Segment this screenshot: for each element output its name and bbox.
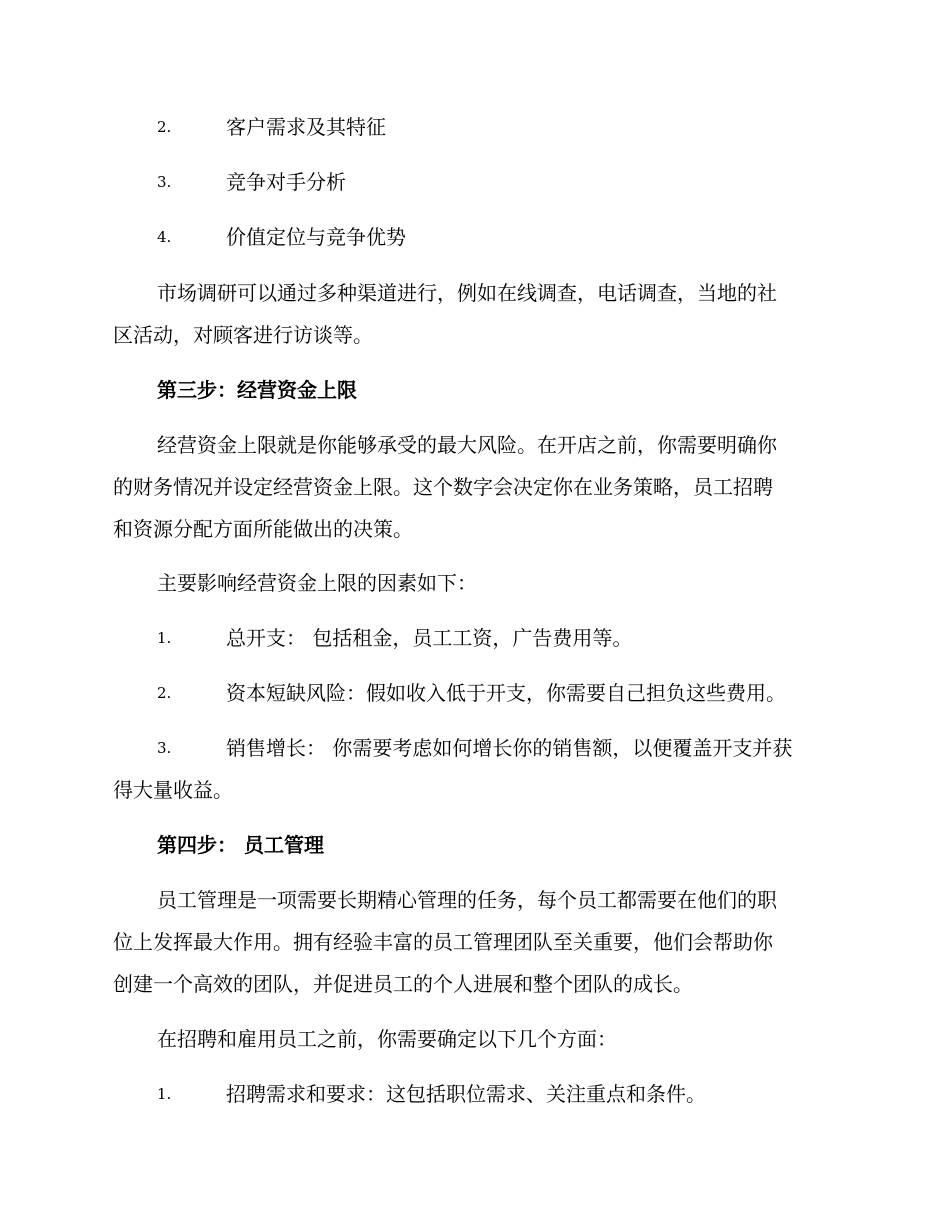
list-number: 3. (157, 739, 172, 757)
paragraph-line: 的财务情况并设定经营资金上限。这个数字会决定你在业务策略，员工招聘 (113, 475, 773, 499)
list-item-text: 销售增长： 你需要考虑如何增长你的销售额，以便覆盖开支并获 (226, 736, 793, 760)
list-item-text: 竞争对手分析 (226, 170, 346, 194)
paragraph-line: 位上发挥最大作用。拥有经验丰富的员工管理团队至关重要，他们会帮助你 (113, 930, 773, 954)
list-item-text: 资本短缺风险：假如收入低于开支，你需要自己担负这些费用。 (226, 681, 786, 705)
section-heading-step3: 第三步：经营资金上限 (157, 378, 357, 402)
list-item-continuation: 得大量收益。 (113, 778, 233, 802)
paragraph-line: 创建一个高效的团队，并促进员工的个人进展和整个团队的成长。 (113, 972, 693, 996)
paragraph-line: 区活动，对顾客进行访谈等。 (113, 323, 373, 347)
paragraph-line: 经营资金上限就是你能够承受的最大风险。在开店之前，你需要明确你 (157, 433, 777, 457)
list-number: 4. (157, 228, 172, 246)
paragraph-hiring: 在招聘和雇用员工之前，你需要确定以下几个方面： (157, 1027, 617, 1051)
section-heading-step4: 第四步： 员工管理 (157, 833, 324, 857)
list-number: 2. (157, 118, 172, 136)
list-number: 3. (157, 173, 172, 191)
paragraph-line: 和资源分配方面所能做出的决策。 (113, 517, 413, 541)
paragraph-line: 员工管理是一项需要长期精心管理的任务，每个员工都需要在他们的职 (157, 888, 777, 912)
list-item-text: 总开支： 包括租金，员工工资，广告费用等。 (226, 626, 633, 650)
paragraph-line: 市场调研可以通过多种渠道进行，例如在线调查，电话调查，当地的社 (157, 281, 777, 305)
paragraph-factors: 主要影响经营资金上限的因素如下： (157, 571, 477, 595)
list-number: 1. (157, 1085, 172, 1103)
list-item-text: 招聘需求和要求：这包括职位需求、关注重点和条件。 (226, 1082, 706, 1106)
list-number: 2. (157, 684, 172, 702)
list-number: 1. (157, 629, 172, 647)
list-item-text: 客户需求及其特征 (226, 115, 386, 139)
list-item-text: 价值定位与竞争优势 (226, 225, 406, 249)
